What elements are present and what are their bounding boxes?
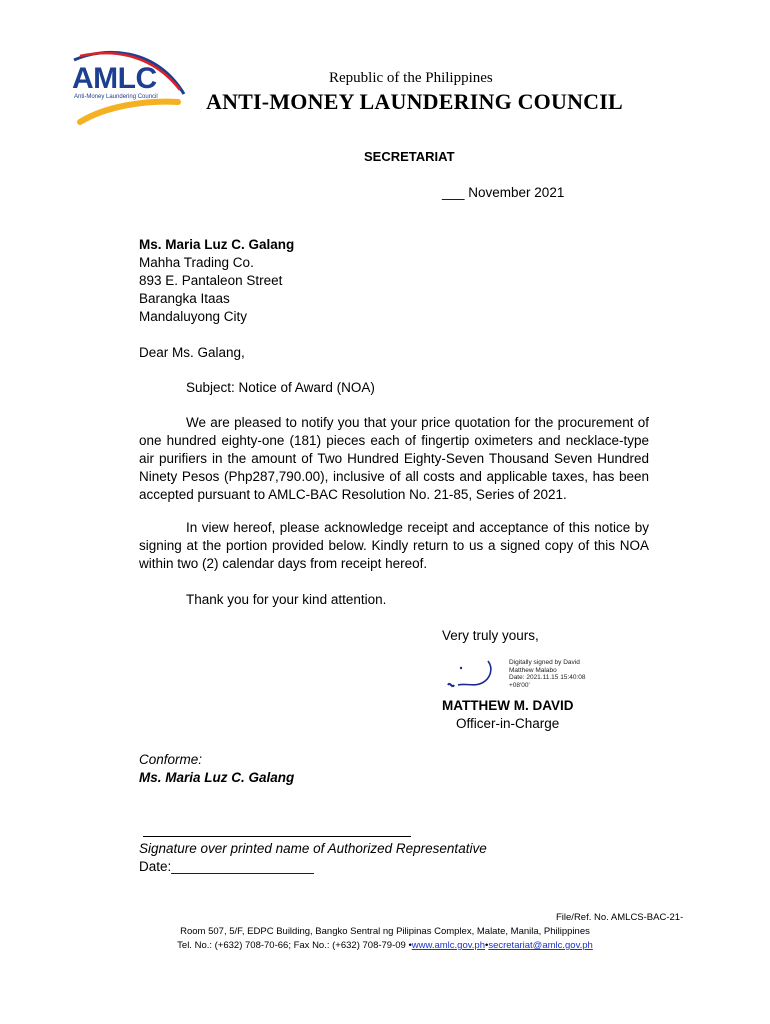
footer-address: Room 507, 5/F, EDPC Building, Bangko Sentral ng Pilipinas Complex, Malate, Manila, Philippines	[180, 926, 590, 937]
digital-signature-line3: Date: 2021.11.15 15:40:08	[509, 674, 586, 681]
header-council: ANTI-MONEY LAUNDERING COUNCIL	[206, 89, 623, 114]
file-reference: File/Ref. No. AMLCS-BAC-21-	[556, 912, 684, 923]
footer-bullet: •	[485, 940, 489, 951]
salutation: Dear Ms. Galang,	[139, 345, 245, 360]
subject-line: Subject: Notice of Award (NOA)	[186, 380, 375, 395]
recipient-street: 893 E. Pantaleon Street	[139, 273, 283, 288]
recipient-city: Mandaluyong City	[139, 309, 248, 324]
recipient-name: Ms. Maria Luz C. Galang	[139, 237, 295, 252]
digital-signature-info	[509, 659, 599, 689]
conforme-date: Date:___________________	[139, 859, 314, 874]
footer-email-link[interactable]: secretariat@amlc.gov.ph	[488, 940, 593, 951]
conforme-label: Conforme:	[139, 752, 203, 767]
signatory-title: Officer-in-Charge	[456, 716, 560, 731]
handwritten-signature	[444, 655, 502, 695]
logo-subtitle: Anti-Money Laundering Council	[74, 94, 158, 100]
recipient-address	[139, 236, 294, 326]
signature-caption: Signature over printed name of Authorized Representative	[139, 841, 487, 856]
digital-signature-line2: Matthew Malabo	[509, 666, 557, 674]
paragraph-award: We are pleased to notify you that your price quotation for the procurement of one hundred eighty-one (181) pieces each of fingertip oximeters and necklace-type air purifiers in the amount of Two Hundred Eighty-Seven Thousand Seven Hundred Ninety Pesos (Php287,790.00), inclusive of all costs and applicable taxes, has been accepted pursuant to AMLC-BAC Resolution No. 21-85, Series of 2021.	[139, 415, 649, 502]
footer-contact	[0, 940, 770, 951]
footer-website-link[interactable]: www.amlc.gov.ph	[411, 940, 485, 951]
closing: Very truly yours,	[442, 628, 539, 643]
signature-line	[143, 836, 411, 837]
footer-phone-fax: Tel. No.: (+632) 708-70-66; Fax No.: (+632) 708-79-09	[177, 940, 409, 951]
recipient-company: Mahha Trading Co.	[139, 255, 254, 270]
logo-text: AMLC	[72, 62, 157, 95]
paragraph-acknowledge: In view hereof, please acknowledge receipt and acceptance of this notice by signing at the portion provided below. Kindly return to us a signed copy of this NOA within two (2) calendar days from receipt hereof.	[139, 520, 649, 571]
digital-signature-line4: +08'00'	[509, 681, 530, 689]
footer-bullet: •	[408, 940, 412, 951]
recipient-barangay: Barangka Itaas	[139, 291, 230, 306]
paragraph-thanks: Thank you for your kind attention.	[186, 592, 387, 607]
digital-signature-line1: Digitally signed by David	[509, 659, 580, 666]
amlc-logo	[66, 50, 186, 130]
header-office: SECRETARIAT	[364, 149, 455, 164]
letter-date: ___ November 2021	[442, 185, 565, 200]
signatory-name: MATTHEW M. DAVID	[442, 698, 574, 713]
conforme-name: Ms. Maria Luz C. Galang	[139, 770, 295, 785]
header-republic: Republic of the Philippines	[329, 70, 493, 86]
